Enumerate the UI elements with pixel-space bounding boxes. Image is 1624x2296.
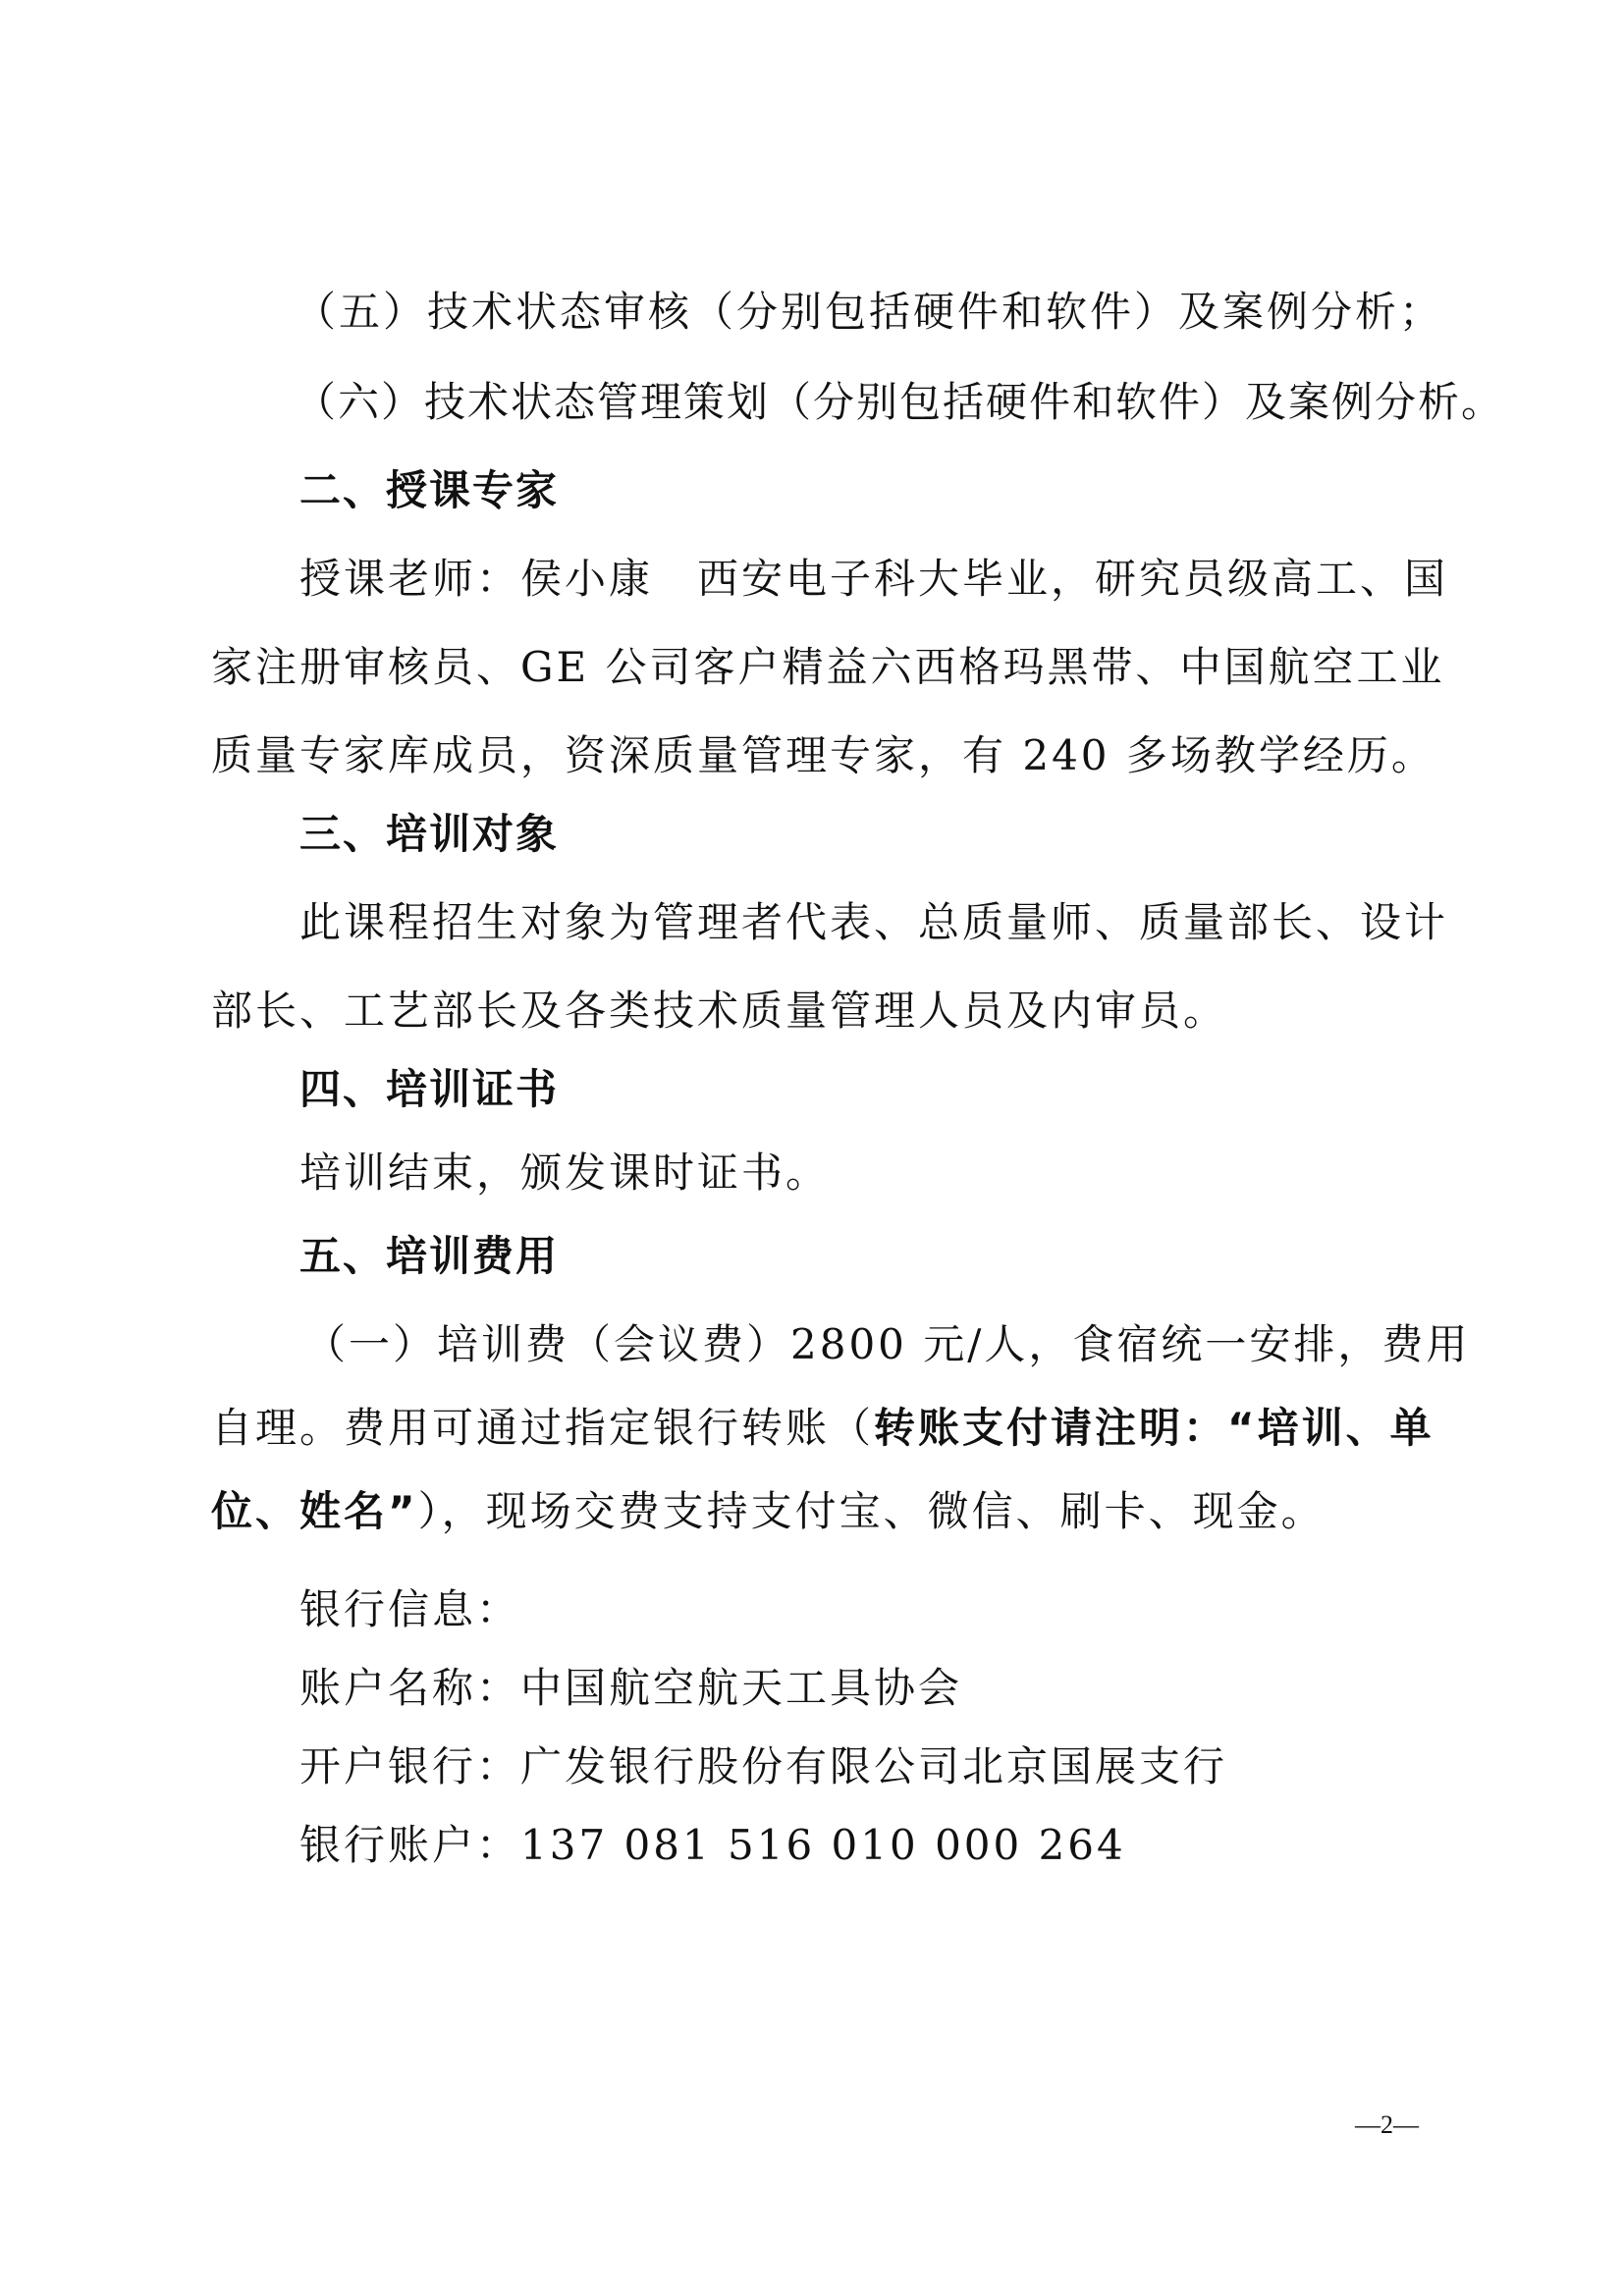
page-number: —2— — [1355, 2110, 1419, 2139]
fees-line-3-plain: ），现场交费支持支付宝、微信、刷卡、现金。 — [417, 1487, 1326, 1535]
heading-certificate: 四、培训证书 — [299, 1065, 560, 1113]
audience-line-1: 此课程招生对象为管理者代表、总质量师、质量部长、设计 — [299, 898, 1449, 946]
experts-line-1: 授课老师：侯小康 西安电子科大毕业，研究员级高工、国 — [299, 555, 1449, 603]
experts-line-2: 家注册审核员、GE 公司客户精益六西格玛黑带、中国航空工业 — [211, 643, 1445, 691]
item-5: （五）技术状态审核（分别包括硬件和软件）及案例分析； — [295, 288, 1444, 336]
experts-line-3: 质量专家库成员，资深质量管理专家，有 240 多场教学经历。 — [211, 731, 1435, 779]
fees-line-2 — [211, 1399, 1624, 1458]
audience-line-2: 部长、工艺部长及各类技术质量管理人员及内审员。 — [211, 987, 1228, 1035]
fees-line-2-plain: 自理。费用可通过指定银行转账（ — [211, 1404, 875, 1452]
heading-audience: 三、培训对象 — [299, 810, 560, 858]
item-6: （六）技术状态管理策划（分别包括硬件和软件）及案例分析。 — [295, 378, 1505, 426]
fees-line-3 — [211, 1482, 1624, 1541]
fees-line-1: （一）培训费（会议费）2800 元/人，食宿统一安排，费用 — [304, 1320, 1471, 1368]
fees-line-2-bold: 转账支付请注明：“培训、单 — [874, 1404, 1435, 1452]
bank-name: 开户银行：广发银行股份有限公司北京国展支行 — [299, 1742, 1228, 1790]
heading-experts: 二、授课专家 — [299, 466, 560, 514]
bank-account-number: 银行账户：137 081 516 010 000 264 — [299, 1821, 1126, 1869]
certificate-line: 培训结束，颁发课时证书。 — [299, 1148, 831, 1197]
bank-info-title: 银行信息： — [299, 1585, 521, 1633]
heading-fees: 五、培训费用 — [299, 1232, 560, 1280]
bank-account-name: 账户名称：中国航空航天工具协会 — [299, 1664, 963, 1712]
fees-line-3-bold: 位、姓名” — [211, 1487, 418, 1535]
